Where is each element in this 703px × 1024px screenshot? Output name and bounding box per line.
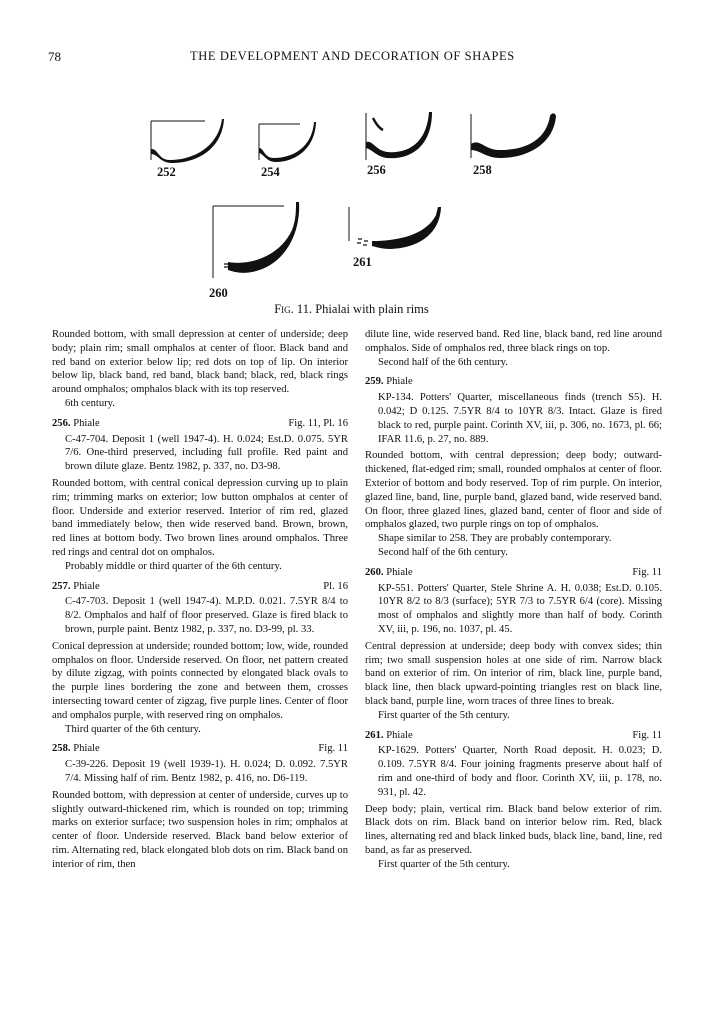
profile-252: [150, 116, 225, 162]
entry-number: 260.: [365, 566, 384, 578]
profile-drawing-260: [212, 200, 304, 280]
entry-257-date: Third quarter of the 6th century.: [65, 723, 201, 735]
entry-number: 259.: [365, 376, 384, 388]
figure-caption: [0, 302, 703, 317]
entry-256-heading: [52, 417, 348, 431]
entry-number: 256.: [52, 417, 71, 429]
entry-name: Phiale: [386, 376, 413, 388]
entry-figure-reference: Fig. 11: [318, 743, 348, 755]
profile-258: [470, 110, 560, 160]
left-column: [52, 328, 348, 871]
entry-260-heading: [365, 566, 662, 580]
entry-261-description: Deep body; plain, vertical rim. Black band below exterior of rim. Black dots on rim. Black band on interior below rim. Red, black lines, alternating red and black linked buds, black line, band, line, red band, as far as preserved.: [365, 803, 662, 856]
profile-drawing-254: [258, 120, 318, 162]
profile-260: [212, 200, 304, 280]
running-head: THE DEVELOPMENT AND DECORATION OF SHAPES: [190, 49, 515, 63]
entry-figure-reference: Fig. 11: [632, 729, 662, 741]
entry-258-description: Rounded bottom, with depression at center of underside, curves up to slightly outward-thickened rim, which is rounded on top; trimming marks on exterior surface; two suspension holes in rim; omphalos at center of floor. Underside reserved. Black band below exterior of rim. Alternating red, black elongated blob dots on rim. Black band on interior of rim, then: [52, 789, 348, 870]
figure-caption-label: Fig. 11.: [274, 302, 313, 316]
profile-number-252: 252: [157, 165, 176, 179]
entry-261-heading: [365, 729, 662, 743]
entry-259-description: Rounded bottom, with central depression; deep body; outward-thickened, flat-edged rim; small, rounded omphalos at center of floor. Exterior of bottom and body reserved. Top of rim purple. On interior, glazed line, band, line, purple band, glazed band, wide reserved band. On floor, three glazed lines, glazed band, center of floor and side of omphalos glazed, two purple rings on top of omphalos.: [365, 450, 662, 531]
figure-caption-text: Phialai with plain rims: [315, 302, 429, 316]
entry-255-date: 6th century.: [65, 397, 115, 409]
entry-257-description: Conical depression at underside; rounded bottom; low, wide, rounded omphalos on floor. Underside reserved. On floor, net pattern created by dilute zigzag, with points connected by elongated black ovals to the purple lines bordering the zone and between them, crosses intersecting toward center of zigzag, five purple lines. Center of floor and omphalos purple, with reserved ring on omphalos.: [52, 640, 348, 721]
profile-number-260: 260: [209, 286, 228, 300]
entry-259-heading: [365, 375, 662, 389]
profile-drawing-261: [348, 203, 443, 251]
profile-254: [258, 120, 318, 162]
entry-260-date: First quarter of the 5th century.: [378, 709, 510, 721]
profile-number-261: 261: [353, 255, 372, 269]
entry-256-catalog: C-47-704. Deposit 1 (well 1947-4). H. 0.024; Est.D. 0.075. 5YR 7/6. One-third preserved, including full profile. Red paint and brown dilute glaze. Bentz 1982, p. 337, no. D3-98.: [65, 433, 348, 473]
entry-259-catalog: KP-134. Potters' Quarter, miscellaneous finds (trench S5). H. 0.042; D 0.125. 7.5YR 8/4 to 10YR 8/3. Intact. Glaze is fired black to red, purple paint. Corinth XV, iii, p. 306, no. 1673, pl. 66; IFAR 11.6, p. 27, no. 889.: [378, 392, 662, 445]
profile-drawing-258: [470, 110, 560, 160]
entry-number: 257.: [52, 580, 71, 592]
page-number: 78: [48, 49, 61, 64]
entry-name: Phiale: [73, 417, 100, 429]
entry-number: 261.: [365, 729, 384, 741]
entry-258-catalog: C-39-226. Deposit 19 (well 1939-1). H. 0.024; D. 0.092. 7.5YR 7/4. Missing half of rim. Bentz 1982, p. 416, no. D6-119.: [65, 759, 348, 784]
profile-number-256: 256: [367, 163, 386, 177]
entry-255-description: Rounded bottom, with small depression at center of underside; deep body; plain rim; small omphalos at center of floor. Black band and red band on exterior below lip; red dots on top of lip. On interior below lip, black band, red band, black band; black, red, black rings around omphalos; omphalos black with its top reserved.: [52, 329, 348, 396]
entry-259-note: Shape similar to 258. They are probably contemporary.: [378, 533, 612, 545]
entry-258-heading: [52, 742, 348, 756]
entry-258-description-continued: dilute line, wide reserved band. Red line, black band, red line around omphalos. Side of omphalos red, three black rings on top.: [365, 329, 662, 354]
entry-257-heading: [52, 580, 348, 594]
entry-figure-reference: Fig. 11: [632, 566, 662, 578]
entry-261-catalog: KP-1629. Potters' Quarter, North Road deposit. H. 0.023; D. 0.109. 7.5YR 8/4. Four joining fragments preserve about half of rim and one-third of body and floor. Corinth XV, iii, p. 178, no. 931, pl. 42.: [378, 745, 662, 798]
entry-name: Phiale: [73, 743, 100, 755]
entry-name: Phiale: [386, 566, 413, 578]
entry-257-catalog: C-47-703. Deposit 1 (well 1947-4). M.P.D. 0.021. 7.5YR 8/4 to 8/2. Omphalos and half of floor preserved. Glaze is fired black to brown, purple paint. Bentz 1982, p. 337, no. D3-99, pl. 33.: [65, 596, 348, 635]
entry-260-catalog: KP-551. Potters' Quarter, Stele Shrine A. H. 0.038; Est.D. 0.105. 10YR 8/2 to 8/3 (surface); 5YR 7/3 to 7.5YR 6/4 (core). Missing most of omphalos and slightly more than half of body. Corinth XV, iii, p. 196, no. 1037, pl. 45.: [378, 582, 662, 635]
right-column: [365, 328, 662, 871]
entry-256-description: Rounded bottom, with central conical depression curving up to plain rim; trimming marks on exterior; low button omphalos at center of floor. Underside and exterior reserved. Interior of rim red, glazed band immediately below, then wide reserved band. Brown, brown, red lines at bottom body. Two brown lines around omphalos. Three red rings and central dot on omphalos.: [52, 477, 348, 558]
entry-256-date: Probably middle or third quarter of the 6th century.: [65, 560, 282, 572]
profile-number-258: 258: [473, 163, 492, 177]
entry-number: 258.: [52, 743, 71, 755]
entry-260-description: Central depression at underside; deep body with convex sides; thin rim; two small suspension holes at one side of rim. Narrow black band on exterior of rim. On interior of rim, black line, purple band, black line, then black upward-pointing triangles rest on black line, black band, purple line, worn traces of three lines to break.: [365, 640, 662, 707]
entry-figure-reference: Fig. 11, Pl. 16: [288, 417, 348, 429]
profile-number-254: 254: [261, 165, 280, 179]
entry-name: Phiale: [73, 580, 100, 592]
profile-drawing-256: [365, 110, 435, 162]
entry-name: Phiale: [386, 729, 413, 741]
profile-256: [365, 110, 435, 162]
profile-drawing-252: [150, 116, 225, 162]
entry-figure-reference: Pl. 16: [323, 580, 348, 592]
profile-261: [348, 203, 443, 251]
entry-261-date: First quarter of the 5th century.: [378, 858, 510, 870]
entry-259-date: Second half of the 6th century.: [378, 546, 508, 558]
entry-258-date: Second half of the 6th century.: [378, 356, 508, 368]
